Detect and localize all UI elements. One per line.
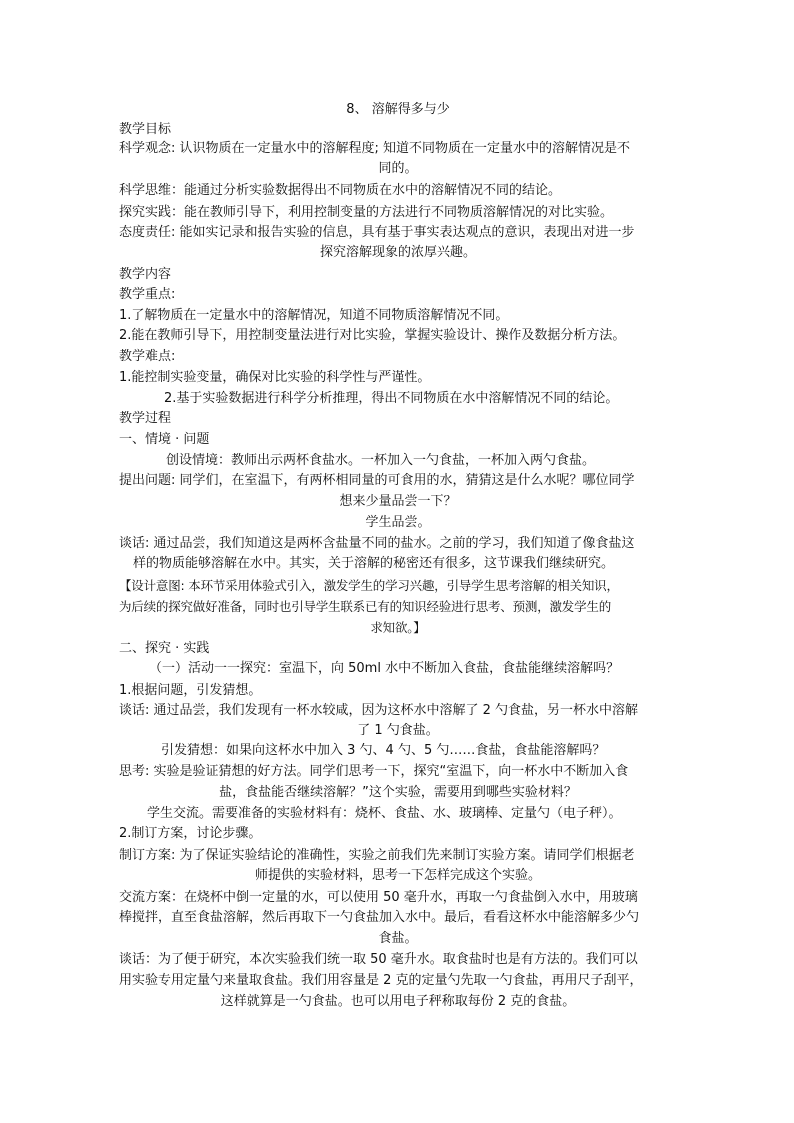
design-intent-line: 求知欲。】 <box>370 620 426 635</box>
paragraph-line: 谈话：为了便于研究，本次实验我们统一取 50 毫升水。取食盐时也是有方法的。我们可以 <box>119 952 638 967</box>
paragraph-line: 谈话: 通过品尝，我们发现有一杯水较咸，因为这杯水中溶解了 2 勺食盐，另一杯水中溶解 <box>119 703 639 718</box>
design-intent-line: 【设计意图: 本环节采用体验式引入，激发学生的学习兴趣，引导学生思考溶解的相关知识， <box>119 578 619 593</box>
paragraph-line: 提出问题: 同学们，在室温下，有两杯相同量的可食用的水，猜猜这是什么水呢？哪位同学 <box>119 473 635 488</box>
heading-teaching-content: 教学内容 <box>119 267 172 282</box>
activity-heading: （一）活动一一探究：室温下，向 50ml 水中不断加入食盐，食盐能继续溶解吗？ <box>149 661 620 676</box>
paragraph-line: 交流方案：在烧杯中倒一定量的水，可以使用 50 毫升水，再取一勺食盐倒入水中，用玻璃 <box>119 890 638 905</box>
paragraph-line: 2.制订方案，讨论步骤。 <box>119 826 262 841</box>
paragraph-line: 2.基于实验数据进行科学分析推理，得出不同物质在水中溶解情况不同的结论。 <box>164 391 619 406</box>
paragraph-line: 创设情境：教师出示两杯食盐水。一杯加入一勺食盐，一杯加入两勺食盐。 <box>166 453 596 468</box>
heading-section-two: 二、探究 · 实践 <box>119 641 210 656</box>
heading-key-points: 教学重点: <box>119 287 176 302</box>
paragraph-line: 思考: 实验是验证猜想的好方法。同学们思考一下，探究“室温下，向一杯水中不断加入食 <box>119 764 629 779</box>
paragraph-line: 棒搅拌，直至食盐溶解，然后再取下一勺食盐加入水中。最后，看看这杯水中能溶解多少勺 <box>119 910 640 925</box>
paragraph-line: 1.根据问题，引发猜想。 <box>119 683 262 698</box>
paragraph-line: 食盐。 <box>378 931 418 946</box>
paragraph-line: 谈话: 通过品尝，我们知道这是两杯含盐量不同的盐水。之前的学习，我们知道了像食盐这 <box>119 536 635 551</box>
paragraph-line: 学生品尝。 <box>365 515 431 530</box>
paragraph-line: 样的物质能够溶解在水中。其实，关于溶解的秘密还有很多，这节课我们继续研究。 <box>133 556 615 571</box>
paragraph-line: 盐，食盐能否继续溶解？”这个实验，需要用到哪些实验材料？ <box>219 785 577 800</box>
heading-teaching-goals: 教学目标 <box>119 122 172 137</box>
heading-section-one: 一、情境 · 问题 <box>119 432 210 447</box>
paragraph-line: 探究溶解现象的浓厚兴趣。 <box>319 245 476 260</box>
paragraph-line: 引发猜想：如果向这杯水中加入 3 勺、4 勺、5 勺……食盐，食盐能溶解吗？ <box>161 743 606 758</box>
paragraph-line: 想来少量品尝一下？ <box>339 494 457 509</box>
paragraph-line: 制订方案: 为了保证实验结论的准确性，实验之前我们先来制订实验方案。请同学们根据老 <box>119 848 635 863</box>
paragraph-line: 科学思维：能通过分析实验数据得出不同物质在水中的溶解情况不同的结论。 <box>119 183 562 198</box>
paragraph-line: 态度责任: 能如实记录和报告实验的信息，具有基于事实表达观点的意识，表现出对进一步 <box>119 225 635 240</box>
heading-teaching-process: 教学过程 <box>119 411 172 426</box>
paragraph-line: 1.能控制实验变量，确保对比实验的科学性与严谨性。 <box>119 370 431 385</box>
paragraph-line: 1.了解物质在一定量水中的溶解情况，知道不同物质溶解情况不同。 <box>119 308 509 323</box>
paragraph-line: 探究实践：能在教师引导下，利用控制变量的方法进行不同物质溶解情况的对比实验。 <box>119 205 614 220</box>
document-title: 8、 溶解得多与少 <box>346 102 450 117</box>
paragraph-line: 这样就算是一勺食盐。也可以用电子秤称取每份 2 克的食盐。 <box>220 994 576 1009</box>
paragraph-line: 师提供的实验材料，思考一下怎样完成这个实验。 <box>254 868 541 883</box>
paragraph-line: 2.能在教师引导下，用控制变量法进行对比实验，掌握实验设计、操作及数据分析方法。 <box>119 328 626 343</box>
paragraph-line: 了 1 勺食盐。 <box>357 723 439 738</box>
paragraph-line: 用实验专用定量勺来量取食盐。我们用容量是 2 克的定量勺先取一勺食盐，再用尺子刮平， <box>119 973 643 988</box>
design-intent-line: 为后续的探究做好准备，同时也引导学生联系已有的知识经验进行思考、预测，激发学生的 <box>119 599 612 614</box>
paragraph-line: 学生交流。需要准备的实验材料有：烧杯、食盐、水、玻璃棒、定量勺（电子秤）。 <box>147 806 622 821</box>
heading-difficulties: 教学难点: <box>119 349 176 364</box>
paragraph-line: 同的。 <box>378 161 418 176</box>
paragraph-line: 科学观念: 认识物质在一定量水中的溶解程度; 知道不同物质在一定量水中的溶解情况是不 <box>119 141 631 156</box>
